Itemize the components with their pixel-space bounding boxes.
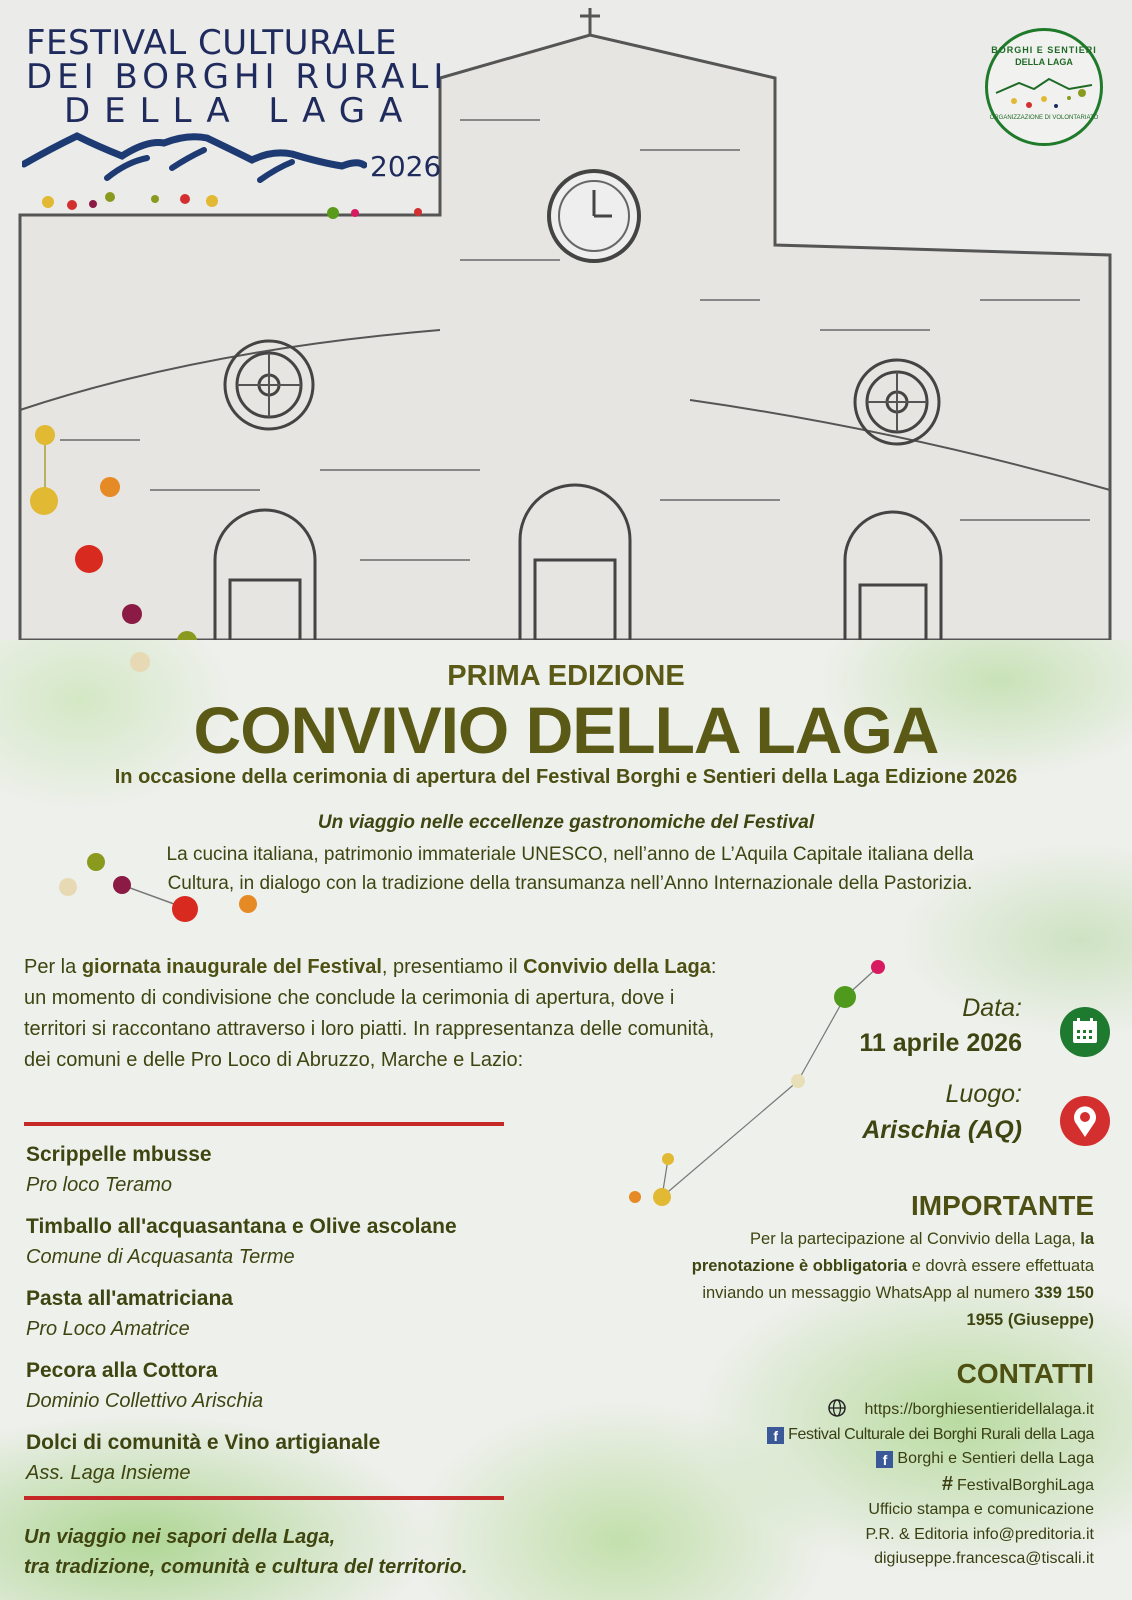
- dish-name: Timballo all'acquasantana e Olive ascolane: [26, 1215, 457, 1238]
- badge-bottom-text: ORGANIZZAZIONE DI VOLONTARIATO: [989, 115, 1099, 121]
- contact-email[interactable]: digiuseppe.francesca@tiscali.it: [874, 1550, 1094, 1567]
- menu-item: [26, 1428, 546, 1488]
- press-office: Ufficio stampa e comunicazione: [868, 1501, 1094, 1518]
- whatsapp-number[interactable]: 339 150 1955 (Giuseppe): [966, 1284, 1094, 1329]
- important-heading: IMPORTANTE: [910, 1190, 1094, 1221]
- edition-label: PRIMA EDIZIONE: [447, 660, 685, 692]
- intro-text: La cucina italiana, patrimonio immateriale UNESCO, nell’anno de L’Aquila Capitale italiana della Cultura, in dialogo con la tradizione della transumanza nell’Anno Internazionale della Pastorizia.: [166, 844, 974, 894]
- facebook-festival-link[interactable]: Festival Culturale dei Borghi Rurali della Laga: [788, 1425, 1094, 1443]
- important-text: Per la partecipazione al Convivio della Laga, la prenotazione è obbligatoria e dovrà essere effettuata inviando un messaggio WhatsApp al numero 339 150 1955 (Giuseppe): [691, 1230, 1094, 1329]
- divider-bottom: [24, 1496, 504, 1500]
- contacts-list: [674, 1398, 1094, 1572]
- website-link[interactable]: https://borghiesentieridellalaga.it: [864, 1401, 1094, 1418]
- dish-name: Scrippelle mbusse: [26, 1143, 212, 1166]
- contact-facebook-festival-row: [674, 1423, 1094, 1448]
- contact-website-row: [674, 1398, 1094, 1423]
- decorative-dots-left-icon: [0, 400, 200, 680]
- facebook-icon: f: [876, 1451, 893, 1468]
- festival-logo-title: [26, 23, 449, 131]
- menu-item: [26, 1284, 546, 1344]
- place-value: Arischia (AQ): [862, 1116, 1022, 1144]
- menu-item: [26, 1140, 546, 1200]
- closing-tagline: Un viaggio nei sapori della Laga, tra tradizione, comunità e cultura del territorio.: [24, 1526, 468, 1578]
- dish-name: Pecora alla Cottora: [26, 1359, 218, 1382]
- event-description: Per la giornata inaugurale del Festival, presentiamo il Convivio della Laga: un momento di condivisione che conclude la cerimonia di apertura, dove i territori si raccontano attraverso i loro piatti. In rappresentanza delle comunità, dei comuni e delle Pro Loco di Abruzzo, Marche e Lazio:: [24, 956, 717, 1071]
- date-label: Data:: [962, 994, 1022, 1022]
- menu-list: [26, 1140, 546, 1500]
- event-subtitle: In occasione della cerimonia di apertura del Festival Borghi e Sentieri della Laga Edizione 2026: [114, 766, 1018, 788]
- calendar-icon: [1060, 1007, 1110, 1057]
- contact-facebook-borghi-row: [674, 1447, 1094, 1472]
- event-title: CONVIVIO DELLA LAGA: [193, 693, 939, 767]
- pr-editoria-email[interactable]: P.R. & Editoria info@preditoria.it: [865, 1525, 1094, 1543]
- dish-provider: Comune di Acquasanta Terme: [26, 1246, 295, 1268]
- decorative-dots-right-icon: [620, 955, 890, 1215]
- dish-provider: Dominio Collettivo Arischia: [26, 1390, 264, 1412]
- dish-name: Dolci di comunità e Vino artigianale: [26, 1431, 381, 1454]
- badge-middle-text: DELLA LAGA: [1015, 57, 1073, 67]
- hashtag-text: FestivalBorghiLaga: [957, 1476, 1094, 1494]
- divider-top: [24, 1122, 504, 1126]
- badge-mountains-icon: [994, 73, 1094, 113]
- decorative-dots-middle-icon: [50, 850, 270, 940]
- contacts-heading: CONTATTI: [956, 1358, 1094, 1389]
- badge-top-text: BORGHI E SENTIERI: [991, 45, 1097, 55]
- description-highlight-convivio: Convivio della Laga: [523, 956, 711, 978]
- logo-year: 2026: [370, 150, 442, 183]
- dish-provider: Ass. Laga Insieme: [26, 1462, 191, 1484]
- reservation-required: la prenotazione è obbligatoria: [691, 1230, 1094, 1275]
- place-label: Luogo:: [945, 1080, 1022, 1108]
- borghi-sentieri-badge: [985, 28, 1103, 146]
- dish-provider: Pro loco Teramo: [26, 1174, 172, 1196]
- facebook-icon: f: [767, 1427, 784, 1444]
- logo-line-1: FESTIVAL CULTURALE: [26, 23, 397, 63]
- facebook-borghi-link[interactable]: Borghi e Sentieri della Laga: [897, 1450, 1094, 1467]
- intro-tagline: Un viaggio nelle eccellenze gastronomiche del Festival: [317, 812, 815, 833]
- menu-item: [26, 1212, 546, 1272]
- hashtag-icon: #: [941, 1472, 954, 1495]
- location-pin-icon: [1060, 1096, 1110, 1146]
- logo-line-2: DEI BORGHI RURALI: [26, 57, 449, 97]
- globe-icon: [827, 1398, 847, 1418]
- hero-illustration: [0, 0, 1132, 640]
- contact-hashtag-row: [674, 1472, 1094, 1499]
- menu-item: [26, 1356, 546, 1416]
- description-highlight-day: giornata inaugurale del Festival: [81, 956, 382, 978]
- dish-name: Pasta all'amatriciana: [26, 1287, 233, 1310]
- logo-line-3: DELLA LAGA: [64, 91, 417, 131]
- date-value: 11 aprile 2026: [859, 1029, 1022, 1057]
- dish-provider: Pro Loco Amatrice: [26, 1318, 190, 1340]
- mountains-logo-icon: [22, 128, 367, 183]
